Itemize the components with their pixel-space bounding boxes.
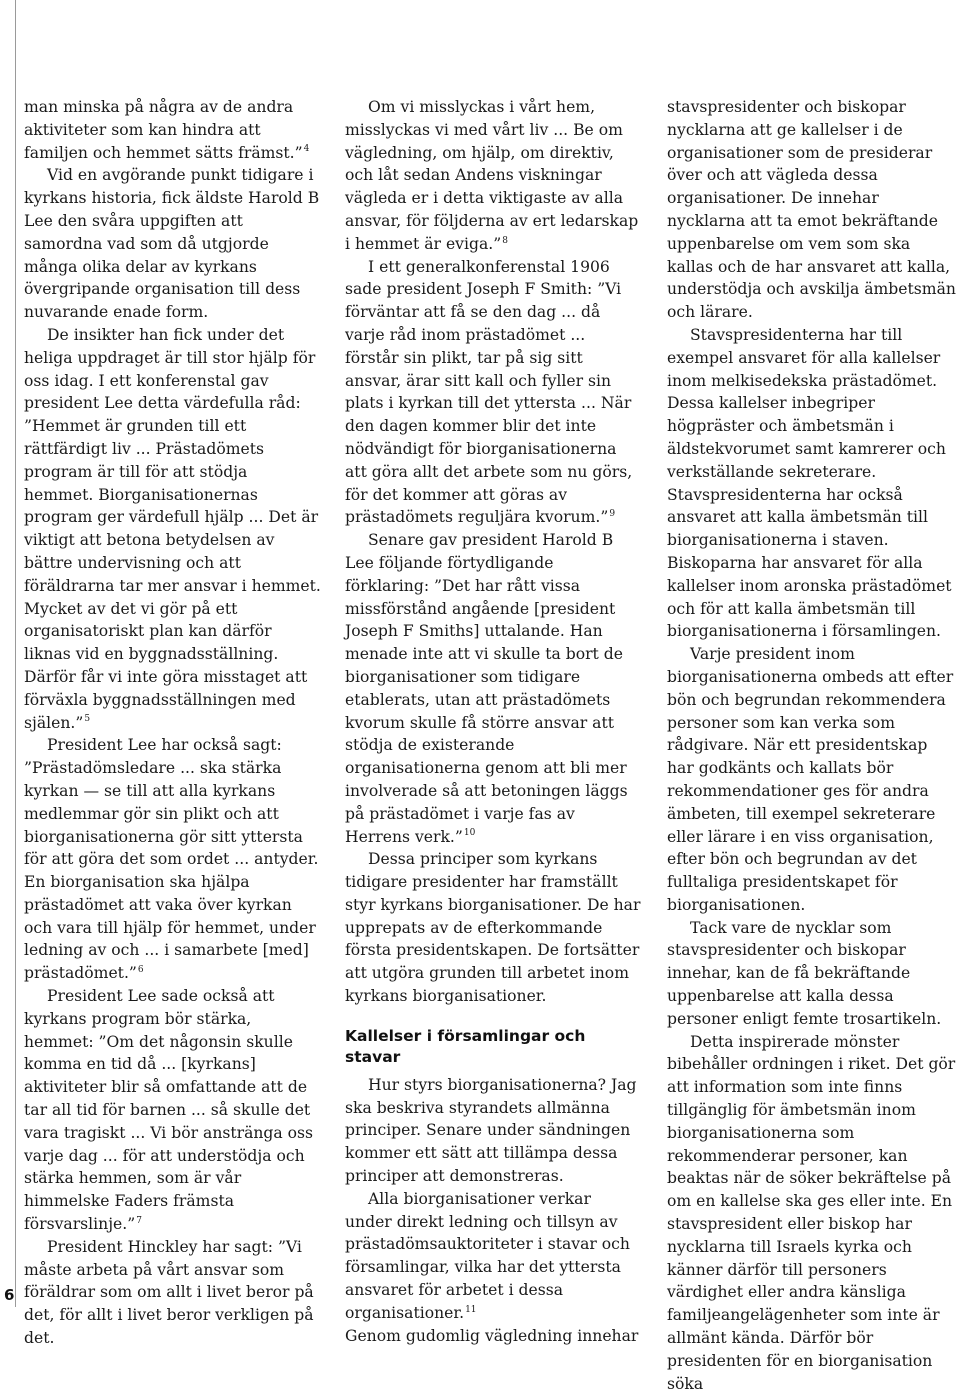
section-heading: Kallelser i församlingar och stavar (345, 1026, 586, 1066)
paragraph: Senare gav president Harold B Lee följande förtydligande förklaring: ”Det har rått vissa missförstånd angående [president Joseph F Smiths] uttalande. Han menade inte att vi skulle ta bort de biorganisationer som tidigare etablerats, utan att prästadömets kvorum skulle få större ansvar att stödja de existerande organisationerna genom att bli mer involverade så att betoningen läggs på prästadömet i varje fas av Herrens verk.”$^{10}$ (345, 531, 628, 846)
text-column-1 (24, 96, 321, 1350)
paragraph: Detta inspirerade mönster bibehåller ordningen i riket. Det gör att information som inte finns tillgänglig för ämbetsmän inom biorganisationerna som rekommenderar personer, kan beaktas när de söker bekräftelse på om en kallelse ska ges eller inte. En stavspresident eller biskop har nycklarna till Israels kyrka och känner därför till personers värdighet eller andra känsliga familjeangelägenheter som inte är allmänt kända. Därför bör presidenten för en biorganisation söka (667, 1032, 956, 1393)
paragraph: Dessa principer som kyrkans tidigare presidenter har framställt styr kyrkans biorganisationer. De har upprepats av de efterkommande första presidentskapen. De fortsätter att utgöra grunden till arbetet inom kyrkans biorganisationer. (345, 850, 641, 1006)
paragraph: President Hinckley har sagt: ”Vi måste arbeta på vårt ansvar som föräldrar som om allt i livet beror på det, för allt i livet beror verkligen på det. (24, 1237, 314, 1348)
paragraph: Genom gudomlig vägledning innehar (345, 1326, 639, 1345)
paragraph: Tack vare de nycklar som stavspresidenter och biskopar innehar, kan de få bekräftande uppenbarelse att kalla dessa personer enligt femte trosartikeln. (667, 918, 942, 1028)
text-column-3 (667, 96, 957, 1395)
paragraph: Hur styrs biorganisationerna? Jag ska beskriva styrandets allmänna principer. Senare under sändningen kommer ett sätt att tillämpa dessa principer att demonstreras. (345, 1075, 637, 1186)
paragraph: Alla biorganisationer verkar under direkt ledning och tillsyn av prästadömsauktoriteter i stavar och församlingar, vilka har det yttersta ansvaret för arbetet i dessa organisationer.$^{11}$ (345, 1189, 630, 1322)
paragraph: I ett generalkonferenstal 1906 sade president Joseph F Smith: ”Vi förväntar att få se den dag ... då varje råd inom prästadömet ... förstår sin plikt, tar på sig sitt ansvar, ärar sitt kall och fyller sin plats i kyrkan till det yttersta ... När den dagen kommer blir det inte nödvändigt för biorganisationerna att göra allt det arbete som nu görs, för det kommer att göras av prästadömets reguljära kvorum.”$^9$ (345, 257, 633, 527)
paragraph: stavspresidenter och biskopar nycklarna att ge kallelser i de organisationer som de presiderar över och att vägleda dessa organisationer. De innehar nycklarna att ta emot bekräftande uppenbarelse om vem som ska kallas och de har ansvaret att kalla, understödja och avskilja ämbetsmän och lärare. (667, 98, 956, 322)
paragraph: Stavspresidenterna har till exempel ansvaret för alla kallelser inom melkisedekska prästadömet. Dessa kallelser inbegriper högpräster och ämbetsmän i äldstekvorumet samt kamrerer och verkställande sekreterare. Stavspresidenterna har också ansvaret att kalla ämbetsmän till biorganisationerna i staven. Biskoparna har ansvaret för alla kallelser inom aronska prästadömet och för att kalla ämbetsmän till biorganisationerna i församlingen. (667, 325, 952, 641)
text-column-2 (345, 96, 642, 1347)
paragraph: man minska på några av de andra aktiviteter som kan hindra att familjen och hemmet sätts främst.”$^4$ (24, 98, 310, 162)
page-number: 6 (4, 1286, 15, 1304)
paragraph: Vid en avgörande punkt tidigare i kyrkans historia, fick äldste Harold B Lee den svåra uppgiften att samordna vad som då utgjorde många olika delar av kyrkans övergripande organisation till dess nuvarande enade form. (24, 166, 320, 322)
paragraph: President Lee sade också att kyrkans program bör stärka, hemmet: ”Om det någonsin skulle komma en tid då ... [kyrkans] aktiviteter blir så omfattande att de tar all tid för barnen ... så skulle det vara tragiskt ... Vi bör anstränga oss varje dag ... för att understödja och stärka hemmen, som är vår himmelske Faders främsta försvarslinje.”$^7$ (24, 987, 314, 1234)
paragraph: Varje president inom biorganisationerna ombeds att efter bön och begrundan rekommendera personer som kan verka som rådgivare. När ett presidentskap har godkänts och kallats bör rekommendationer ges för andra ämbeten, till exempel sekreterare eller lärare i en viss organisation, efter bön och begrundan av det fulltaliga presidentskapet för biorganisationen. (667, 645, 954, 914)
paragraph: Om vi misslyckas i vårt hem, misslyckas vi med vårt liv ... Be om vägledning, om hjälp, om direktiv, och låt sedan Andens viskningar vägleda er i detta viktigaste av alla ansvar, för följderna av ert ledarskap i hemmet är eviga.”$^8$ (345, 98, 639, 253)
paragraph: President Lee har också sagt: ”Prästadömsledare ... ska stärka kyrkan — se till att alla kyrkans medlemmar gör sin plikt och att biorganisationerna gör sitt yttersta för att göra det som ordet ... antyder. En biorganisation ska hjälpa prästadömet att vaka över kyrkan och vara till hjälp för hemmet, under ledning av och ... i samarbete [med] prästadömet.”$^6$ (24, 736, 319, 983)
paragraph: De insikter han fick under det heliga uppdraget är till stor hjälp för oss idag. I ett konferenstal gav president Lee detta värdefulla råd: ”Hemmet är grunden till ett rättfärdigt liv ... Prästadömets program är till för att stödja hemmet. Biorganisationernas program ger värdefull hjälp ... Det är viktigt att betona betydelsen av bättre undervisning och att föräldrarna tar mer ansvar i hemmet. Mycket av det vi gör på ett organisatoriskt plan kan därför liknas vid en byggnadsställning. Därför får vi inte göra misstaget att förväxla byggnadsställningen med själen.”$^5$ (24, 325, 321, 732)
left-margin-rule (15, 0, 16, 1307)
